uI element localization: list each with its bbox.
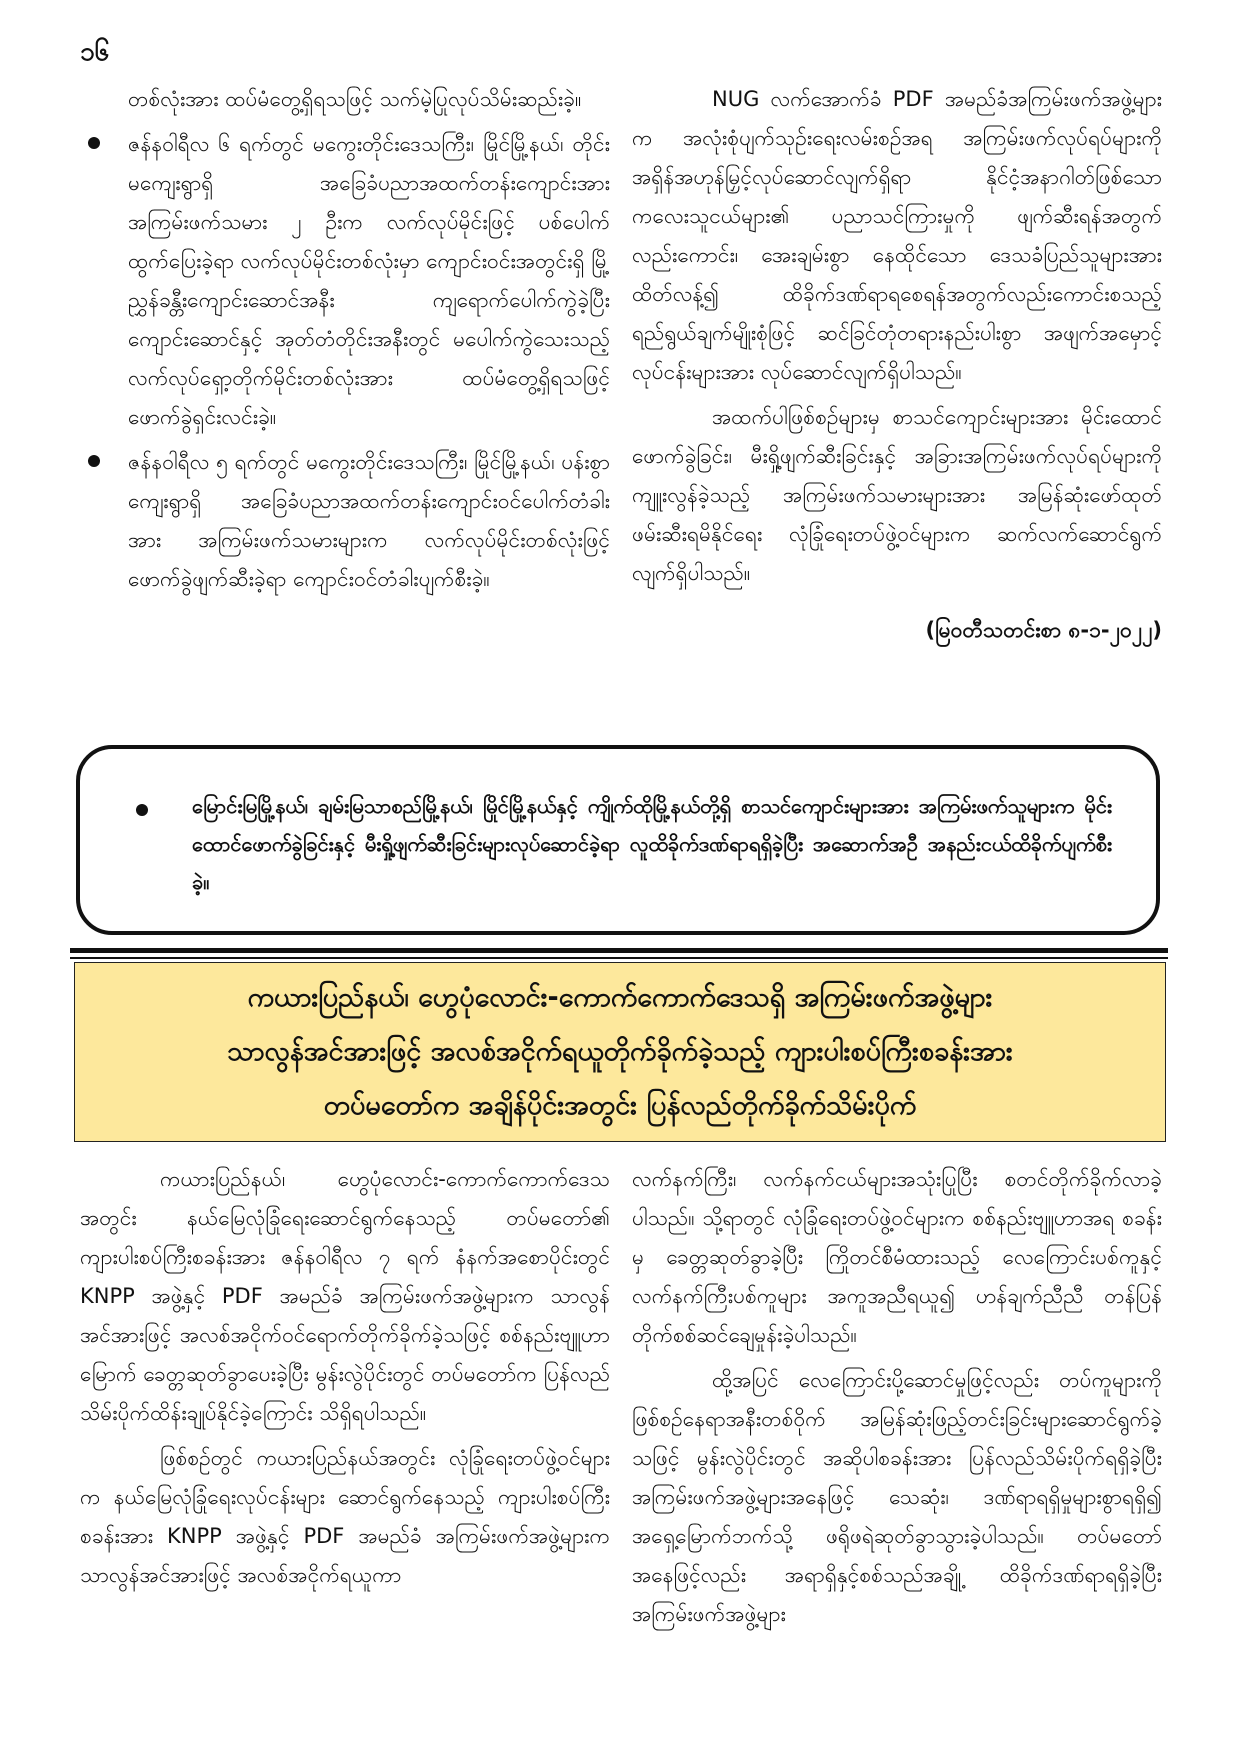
lead-text: တစ်လုံးအား ထပ်မံတွေ့ရှိရသဖြင့် သက်မဲ့ပြုလုပ်သိမ်းဆည်းခဲ့။ [128, 87, 582, 111]
top-right-column [632, 80, 1162, 650]
summary-note-box [76, 745, 1160, 935]
headline-line: ကယားပြည်နယ်၊ ဟွေပုံလောင်း-ကောက်ကောက်ဒေသရှိ အကြမ်းဖက်အဖွဲ့များ [247, 982, 993, 1013]
paragraph: NUG လက်အောက်ခံ PDF အမည်ခံအကြမ်းဖက်အဖွဲ့များက အလုံးစုံပျက်သုဉ်းရေးလမ်းစဉ်အရ အကြမ်းဖက်လုပ်ရပ်များကို အရှိန်အဟုန်မြှင့်လုပ်ဆောင်လျက်ရှိရာ နိုင်ငံ့အနာဂါတ်ဖြစ်သော ကလေးသူငယ်များ၏ ပညာသင်ကြားမှုကို ဖျက်ဆီးရန်အတွက်လည်းကောင်း၊ အေးချမ်းစွာ နေထိုင်သော ဒေသခံပြည်သူများအား ထိတ်လန့်၍ ထိခိုက်ဒဏ်ရာရစေရန်အတွက်လည်းကောင်းစသည့် ရည်ရွယ်ချက်မျိုးစုံဖြင့် ဆင်ခြင်တုံတရားနည်းပါးစွာ အဖျက်အမှောင့်လုပ်ငန်းများအား လုပ်ဆောင်လျက်ရှိပါသည်။ [632, 87, 1162, 384]
headline-line: တပ်မတော်က အချိန်ပိုင်းအတွင်း ပြန်လည်တိုက်ခိုက်သိမ်းပိုက် [323, 1090, 917, 1121]
bullet-icon [88, 455, 100, 467]
list-item [80, 125, 610, 437]
divider-thick [70, 948, 1168, 953]
headline-line: သာလွန်အင်အားဖြင့် အလစ်အငိုက်ရယူတိုက်ခိုက်ခဲ့သည့် ကျားပါးစပ်ကြီးစခန်းအား [227, 1036, 1013, 1067]
divider-thin [70, 957, 1168, 959]
paragraph: ကယားပြည်နယ်၊ ဟွေပုံလောင်း-ကောက်ကောက်ဒေသအတွင်း နယ်မြေလုံခြုံရေးဆောင်ရွက်နေသည့် တပ်မတော်၏ ကျားပါးစပ်ကြီးစခန်းအား ဇန်နဝါရီလ ၇ ရက် နံနက်အစောပိုင်းတွင် KNPP အဖွဲ့နှင့် PDF အမည်ခံ အကြမ်းဖက်အဖွဲ့များက သာလွန်အင်အားဖြင့် အလစ်အငိုက်ဝင်ရောက်တိုက်ခိုက်ခဲ့သဖြင့် စစ်နည်းဗျူဟာမြောက် ခေတ္တဆုတ်ခွာပေးခဲ့ပြီး မွန်းလွဲပိုင်းတွင် တပ်မတော်က ပြန်လည်သိမ်းပိုက်ထိန်းချုပ်နိုင်ခဲ့ကြောင်း သိရှိရပါသည်။ [80, 1167, 610, 1425]
paragraph: အထက်ပါဖြစ်စဉ်များမှ စာသင်ကျောင်းများအား မိုင်းထောင်ဖောက်ခွဲခြင်း၊ မီးရှို့ဖျက်ဆီးခြင်းနှင့် အခြားအကြမ်းဖက်လုပ်ရပ်များကို ကျူးလွန်ခဲ့သည့် အကြမ်းဖက်သမားများအား အမြန်ဆုံးဖော်ထုတ်ဖမ်းဆီးရမိနိုင်ရေး လုံခြုံရေးတပ်ဖွဲ့ဝင်များက ဆက်လက်ဆောင်ရွက်လျက်ရှိပါသည်။ [632, 405, 1162, 585]
paragraph: ထို့အပြင် လေကြောင်းပို့ဆောင်မှုဖြင့်လည်း တပ်ကူများကို ဖြစ်စဉ်နေရာအနီးတစ်ဝိုက် အမြန်ဆုံးဖြည့်တင်းခြင်းများဆောင်ရွက်ခဲ့သဖြင့် မွန်းလွဲပိုင်းတွင် အဆိုပါစခန်းအား ပြန်လည်သိမ်းပိုက်ရရှိခဲ့ပြီး အကြမ်းဖက်အဖွဲ့များအနေဖြင့် သေဆုံး၊ ဒဏ်ရာရရှိမှုများစွာရရှိ၍ အရှေ့မြောက်ဘက်သို့ ဖရိုဖရဲဆုတ်ခွာသွားခဲ့ပါသည်။ တပ်မတော်အနေဖြင့်လည်း အရာရှိနှင့်စစ်သည်အချို့ ထိခိုက်ဒဏ်ရာရရှိခဲ့ပြီး အကြမ်းဖက်အဖွဲ့များ [632, 1368, 1162, 1626]
bullet-icon [136, 804, 148, 816]
page-number: ၁၆ [80, 37, 110, 67]
list-item-text: ဇန်နဝါရီလ ၆ ရက်တွင် မကွေးတိုင်းဒေသကြီး၊ မြိုင်မြို့နယ်၊ တိုင်းမကျေးရွာရှိ အခြေခံပညာအထက်တန်းကျောင်းအား အကြမ်းဖက်သမား ၂ ဦးက လက်လုပ်မိုင်းဖြင့် ပစ်ပေါက်ထွက်ပြေးခဲ့ရာ လက်လုပ်မိုင်းတစ်လုံးမှာ ကျောင်းဝင်းအတွင်းရှိ မြို့ညွှန်ခန္တီးကျောင်းဆောင်အနီး ကျရောက်ပေါက်ကွဲခဲ့ပြီး ကျောင်းဆောင်နှင့် အုတ်တံတိုင်းအနီးတွင် မပေါက်ကွဲသေးသည့် လက်လုပ်ရှော့တိုက်မိုင်းတစ်လုံးအား ထပ်မံတွေ့ရှိရသဖြင့် ဖောက်ခွဲရှင်းလင်းခဲ့။ [128, 132, 611, 429]
article-headline [74, 962, 1166, 1142]
source-citation: (မြဝတီသတင်းစာ ၈-၁-၂၀၂၂) [925, 618, 1162, 642]
list-item [80, 443, 610, 599]
list-item-text: ဇန်နဝါရီလ ၅ ရက်တွင် မကွေးတိုင်းဒေသကြီး၊ မြိုင်မြို့နယ်၊ ပန်းစွာကျေးရွာရှိ အခြေခံပညာအထက်တန်းကျောင်းဝင်ပေါက်တံခါးအား အကြမ်းဖက်သမားများက လက်လုပ်မိုင်းတစ်လုံးဖြင့် ဖောက်ခွဲဖျက်ဆီးခဲ့ရာ ကျောင်းဝင်တံခါးပျက်စီးခဲ့။ [128, 450, 610, 591]
bottom-right-column [632, 1160, 1162, 1640]
paragraph: လက်နက်ကြီး၊ လက်နက်ငယ်များအသုံးပြုပြီး စတင်တိုက်ခိုက်လာခဲ့ပါသည်။ သို့ရာတွင် လုံခြုံရေးတပ်ဖွဲ့ဝင်များက စစ်နည်းဗျူဟာအရ စခန်းမှ ခေတ္တဆုတ်ခွာခဲ့ပြီး ကြိုတင်စီမံထားသည့် လေကြောင်းပစ်ကူနှင့် လက်နက်ကြီးပစ်ကူများ အကူအညီရယူ၍ ဟန်ချက်ညီညီ တန်ပြန်တိုက်စစ်ဆင်ချေမှုန်းခဲ့ပါသည်။ [632, 1167, 1162, 1347]
bottom-left-column [80, 1160, 610, 1601]
summary-note-text: မြောင်းမြမြို့နယ်၊ ချမ်းမြသာစည်မြို့နယ်၊ မြိုင်မြို့နယ်နှင့် ကျိုက်ထိုမြို့နယ်တို့ရှိ စာသင်ကျောင်းများအား အကြမ်းဖက်သူများက မိုင်းထောင်ဖောက်ခွဲခြင်းနှင့် မီးရှို့ဖျက်ဆီးခြင်းများလုပ်ဆောင်ခဲ့ရာ လူထိခိုက်ဒဏ်ရာရရှိခဲ့ပြီး အဆောက်အဦ အနည်းငယ်ထိခိုက်ပျက်စီးခဲ့။ [192, 794, 1112, 894]
paragraph: ဖြစ်စဉ်တွင် ကယားပြည်နယ်အတွင်း လုံခြုံရေးတပ်ဖွဲ့ဝင်များက နယ်မြေလုံခြုံရေးလုပ်ငန်းများ ဆောင်ရွက်နေသည့် ကျားပါးစပ်ကြီးစခန်းအား KNPP အဖွဲ့နှင့် PDF အမည်ခံ အကြမ်းဖက်အဖွဲ့များက သာလွန်အင်အားဖြင့် အလစ်အငိုက်ရယူကာ [80, 1446, 610, 1587]
top-left-column [80, 80, 610, 605]
bullet-icon [88, 137, 100, 149]
incident-list [80, 125, 610, 599]
